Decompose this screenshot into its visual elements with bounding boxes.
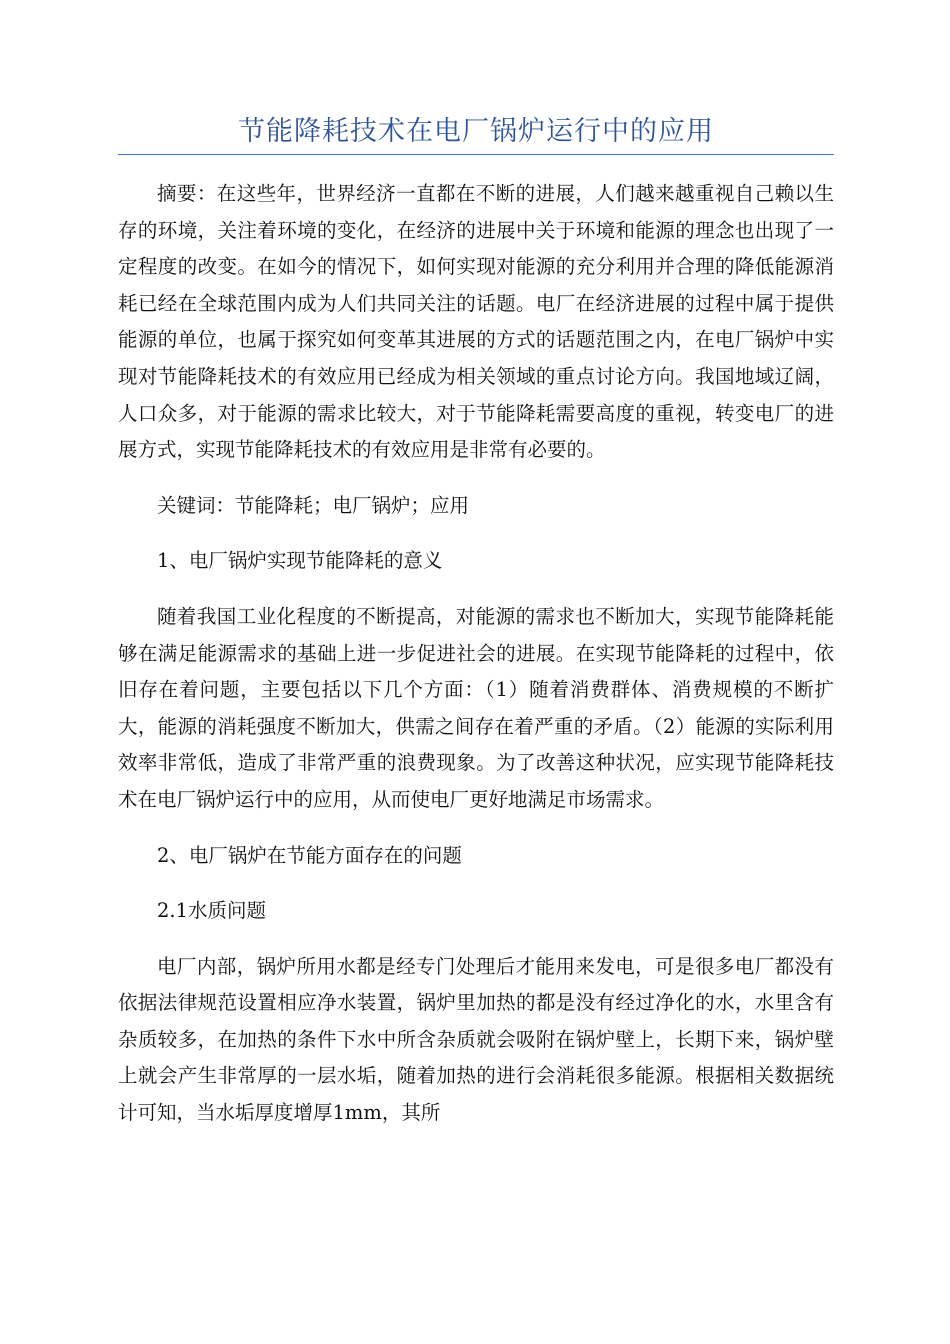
section-1-paragraph: 随着我国工业化程度的不断提高，对能源的需求也不断加大，实现节能降耗能够在满足能源需求的基础上进一步促进社会的进展。在实现节能降耗的过程中，依旧存在着问题，主要包括以下几个方面：（1）随着消费群体、消费规模的不断扩大，能源的消耗强度不断加大，供需之间存在着严重的矛盾。（2）能源的实际利用效率非常低，造成了非常严重的浪费现象。为了改善这种状况，应实现节能降耗技术在电厂锅炉运行中的应用，从而使电厂更好地满足市场需求。: [118, 604, 834, 811]
keywords-paragraph: 关键词：节能降耗；电厂锅炉；应用: [157, 493, 470, 517]
title-underline: [118, 154, 834, 155]
page-title: 节能降耗技术在电厂锅炉运行中的应用: [238, 116, 714, 147]
section-2-1-paragraph: 电厂内部，锅炉所用水都是经专门处理后才能用来发电，可是很多电厂都没有依据法律规范设置相应净水装置，锅炉里加热的都是没有经过净化的水，水里含有杂质较多，在加热的条件下水中所含杂质就会吸附在锅炉壁上，长期下来，锅炉壁上就会产生非常厚的一层水垢，随着加热的进行会消耗很多能源。根据相关数据统计可知，当水垢厚度增厚1mm，其所: [118, 954, 834, 1125]
section-2-heading: 2、电厂锅炉在节能方面存在的问题: [157, 843, 462, 867]
section-1-heading: 1、电厂锅炉实现节能降耗的意义: [157, 549, 443, 573]
section-2-1-heading: 2.1水质问题: [157, 899, 267, 923]
document-body: [118, 176, 834, 1132]
abstract-paragraph: 摘要：在这些年，世界经济一直都在不断的进展，人们越来越重视自己赖以生存的环境，关注着环境的变化，在经济的进展中关于环境和能源的理念也出现了一定程度的改变。在如今的情况下，如何实现对能源的充分利用并合理的降低能源消耗已经在全球范围内成为人们共同关注的话题。电厂在经济进展的过程中属于提供能源的单位，也属于探究如何变革其进展的方式的话题范围之内，在电厂锅炉中实现对节能降耗技术的有效应用已经成为相关领域的重点讨论方向。我国地域辽阔，人口众多，对于能源的需求比较大，对于节能降耗需要高度的重视，转变电厂的进展方式，实现节能降耗技术的有效应用是非常有必要的。: [118, 182, 834, 462]
